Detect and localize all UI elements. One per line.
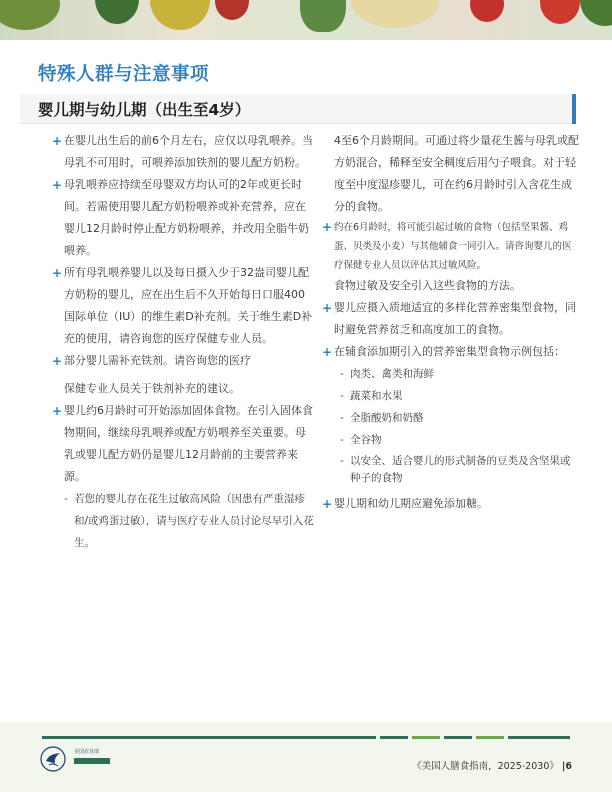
guideline-subitem-peanut-allergy: - 若您的婴儿存在花生过敏高风险（因患有严重湿疹和/或鸡蛋过敏），请与医疗专业人员讨论尽早引入花生。: [52, 488, 314, 554]
footer-divider-segment: [476, 736, 504, 739]
guideline-bullet-continued-breastfeeding: + 母乳喂养应持续至母婴双方均认可的2年或更长时间。若需使用婴儿配方奶粉喂养或补充营养，应在婴儿12月龄时停止配方奶粉喂养，并改用全脂牛奶喂养。: [52, 174, 314, 262]
hhs-eagle-logo-icon: [40, 746, 66, 772]
guideline-bullet-solid-foods: + 婴儿约6月龄时可开始添加固体食物。在引入固体食物期间，继续母乳喂养或配方奶喂养至关重要。母乳或婴儿配方奶仍是婴儿12月龄前的主要营养来源。: [52, 400, 314, 488]
guideline-bullet-food-examples: + 在辅食添加期引入的营养密集型食物示例包括：: [322, 341, 580, 363]
footer-band: [0, 722, 612, 792]
footer-divider-segment: [412, 736, 440, 739]
right-column: [322, 130, 580, 515]
food-example-item: - 全谷物: [322, 429, 580, 451]
guideline-bullet-added-sugars: + 婴儿期和幼儿期应避免添加糖。: [322, 493, 580, 515]
footer-divider-segment: [508, 736, 570, 739]
guideline-bullet-iron: + 部分婴儿需补充铁剂。请咨询您的医疗: [52, 350, 314, 372]
guideline-bullet-vitamin-d: + 所有母乳喂养婴儿以及每日摄入少于32盎司婴儿配方奶粉的婴儿，应在出生后不久开始每日口服400国际单位（IU）的维生素D补充剂。关于维生素D补充的使用，请咨询您的医疗保健专业人员。: [52, 262, 314, 350]
food-example-item: - 肉类、禽类和海鲜: [322, 363, 580, 385]
produce-image: [580, 0, 612, 26]
guideline-bullet-iron-continued: 保健专业人员关于铁剂补充的建议。: [64, 382, 240, 395]
usda-logo-bar: [74, 758, 110, 764]
page-number: |6: [561, 761, 572, 772]
produce-image: [215, 0, 249, 20]
footer-divider-segment: [444, 736, 472, 739]
footer-divider: [42, 736, 376, 739]
guideline-bullet-allergens-continued: 食物过敏及安全引入这些食物的方法。: [334, 279, 521, 292]
food-example-item: - 蔬菜和水果: [322, 385, 580, 407]
left-column: [52, 130, 314, 554]
subsection-title: 婴儿期与幼儿期（出生至4岁）: [38, 101, 251, 119]
produce-image: [350, 0, 440, 28]
header-produce-banner: [0, 0, 612, 40]
food-example-item: - 全脂酸奶和奶酪: [322, 407, 580, 429]
produce-image: [300, 0, 346, 32]
produce-image: [470, 0, 504, 22]
section-title: 特殊人群与注意事项: [38, 64, 210, 85]
peanut-introduction-continued: 4至6个月龄期间。可通过将少量花生酱与母乳或配方奶混合，稀释至安全稠度后用勺子喂食。对于轻度至中度湿疹婴儿，可在约6月龄时引入含花生成分的食物。: [334, 134, 579, 213]
subsection-header: [20, 94, 576, 124]
produce-image: [150, 0, 210, 30]
guideline-bullet-nutrient-dense: + 婴儿应摄入质地适宜的多样化营养密集型食物，同时避免营养贫乏和高度加工的食物。: [322, 297, 580, 341]
footer-document-reference: [412, 758, 572, 772]
subsection-accent-bar: [572, 94, 576, 124]
agency-name: 美国农业部: [74, 749, 100, 755]
produce-image: [540, 0, 580, 24]
document-title: 《美国人膳食指南，2025-2030》: [412, 761, 559, 772]
food-example-item: - 以安全、适合婴儿的形式制备的豆类及含坚果或种子的食物: [322, 453, 580, 487]
produce-image: [0, 0, 60, 30]
guideline-bullet-allergens: + 约在6月龄时，将可能引起过敏的食物（包括坚果酱、鸡蛋、贝类及小麦）与其他辅食一同引入。请咨询婴儿的医疗保健专业人员以评估其过敏风险。: [322, 218, 580, 275]
footer-divider-segment: [380, 736, 408, 739]
guideline-bullet-exclusive-breastfeeding: + 在婴儿出生后的前6个月左右，应仅以母乳喂养。当母乳不可用时，可喂养添加铁剂的婴儿配方奶粉。: [52, 130, 314, 174]
produce-image: [95, 0, 139, 24]
